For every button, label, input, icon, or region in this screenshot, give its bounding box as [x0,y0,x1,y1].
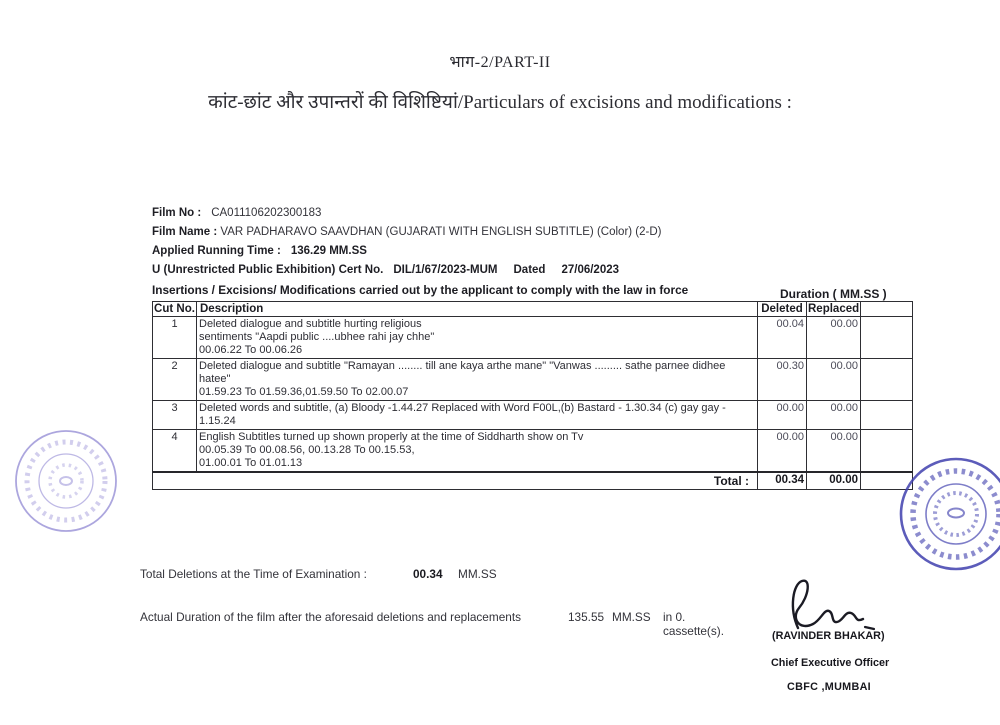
col-header-description: Description [197,302,758,317]
table-row [153,317,913,359]
table-caption: Insertions / Excisions/ Modifications carried out by the applicant to comply with the law in force [152,283,689,297]
replaced-cell: 00.00 [807,430,861,473]
cert-date-value: 27/06/2023 [561,264,620,276]
col-header-spare [861,302,913,317]
replaced-cell: 00.00 [807,359,861,401]
col-header-deleted: Deleted [758,302,807,317]
description-cell: English Subtitles turned up shown properly at the time of Siddharth show on Tv 00.05.39 To 00.08.56, 00.13.28 To 00.15.53, 01.00.01 To 01.01.13 [197,430,758,473]
replaced-cell: 00.00 [807,401,861,430]
film-name-value: VAR PADHARAVO SAAVDHAN (GUJARATI WITH ENGLISH SUBTITLE) (Color) (2-D) [220,226,662,238]
cert-line [152,261,661,280]
cuts-table [152,301,913,490]
page-title: कांट-छांट और उपान्तरों की विशिष्टियां/Particulars of excisions and modifications : [208,92,792,113]
total-deletions-line [140,567,497,581]
description-cell: Deleted words and subtitle, (a) Bloody -1.44.27 Replaced with Word F00L,(b) Bastard - 1.30.34 (c) gay gay - 1.15.24 [197,401,758,430]
actual-duration-value: 135.55 [568,610,605,624]
total-row [153,472,913,490]
cut-no-cell: 1 [153,317,197,359]
film-info-block [152,204,661,280]
cut-no-cell: 3 [153,401,197,430]
duration-units-header: Duration ( MM.SS ) [780,287,887,301]
total-label: Total : [153,472,758,490]
cut-no-cell: 2 [153,359,197,401]
col-header-cut-no: Cut No. [154,303,195,315]
film-name-label: Film Name : [152,226,218,238]
signatory-name: (RAVINDER BHAKAR) [772,630,885,642]
table-row [153,430,913,473]
cert-no-value: DIL/1/67/2023-MUM [393,264,498,276]
film-no-label: Film No : [152,207,202,219]
description-cell: Deleted dialogue and subtitle "Ramayan ........ till ane kaya arthe mane" "Vanwas ......... sathe parnee didhee hatee" 01.59.23 To 01.59.36,01.59.50 To 02.00.07 [197,359,758,401]
deleted-cell: 00.30 [758,359,807,401]
part-heading: भाग-2/PART-II [449,54,551,71]
cut-no-cell: 4 [153,430,197,473]
table-header-row [153,302,913,317]
deleted-cell: 00.00 [758,430,807,473]
official-stamp-left [8,423,124,539]
total-deletions-label: Total Deletions at the Time of Examination : [140,567,367,581]
total-deleted-value: 00.34 [758,472,807,490]
official-stamp-right [893,451,1000,577]
total-deletions-unit: MM.SS [458,567,497,581]
film-no-line [152,204,661,223]
deleted-cell: 00.04 [758,317,807,359]
spare-cell [861,401,913,430]
spare-cell [861,359,913,401]
film-name-line [152,223,661,242]
spare-cell [861,317,913,359]
cassette-count-text: in 0. cassette(s). [663,610,724,638]
deleted-cell: 00.00 [758,401,807,430]
running-time-value: 136.29 MM.SS [290,245,367,257]
actual-duration-label: Actual Duration of the film after the aforesaid deletions and replacements [140,610,521,624]
running-time-label: Applied Running Time : [152,245,281,257]
signatory-organization: CBFC ,MUMBAI [787,681,871,693]
table-row [153,359,913,401]
signatory-designation: Chief Executive Officer [771,657,890,669]
col-header-replaced: Replaced [808,303,860,315]
actual-duration-unit: MM.SS [612,610,651,624]
film-no-value: CA011106202300183 [211,207,322,219]
actual-duration-line [140,610,724,638]
total-deletions-value: 00.34 [413,567,443,581]
dated-label: Dated [513,264,546,276]
running-time-line [152,242,661,261]
cert-label: U (Unrestricted Public Exhibition) Cert No. [152,264,384,276]
cuts-table-body [153,302,913,490]
replaced-cell: 00.00 [807,317,861,359]
signature-icon [768,574,886,636]
description-cell: Deleted dialogue and subtitle hurting religious sentiments "Aapdi public ....ubhee rahi jay chhe" 00.06.22 To 00.06.26 [197,317,758,359]
table-row [153,401,913,430]
total-replaced-value: 00.00 [807,472,861,490]
